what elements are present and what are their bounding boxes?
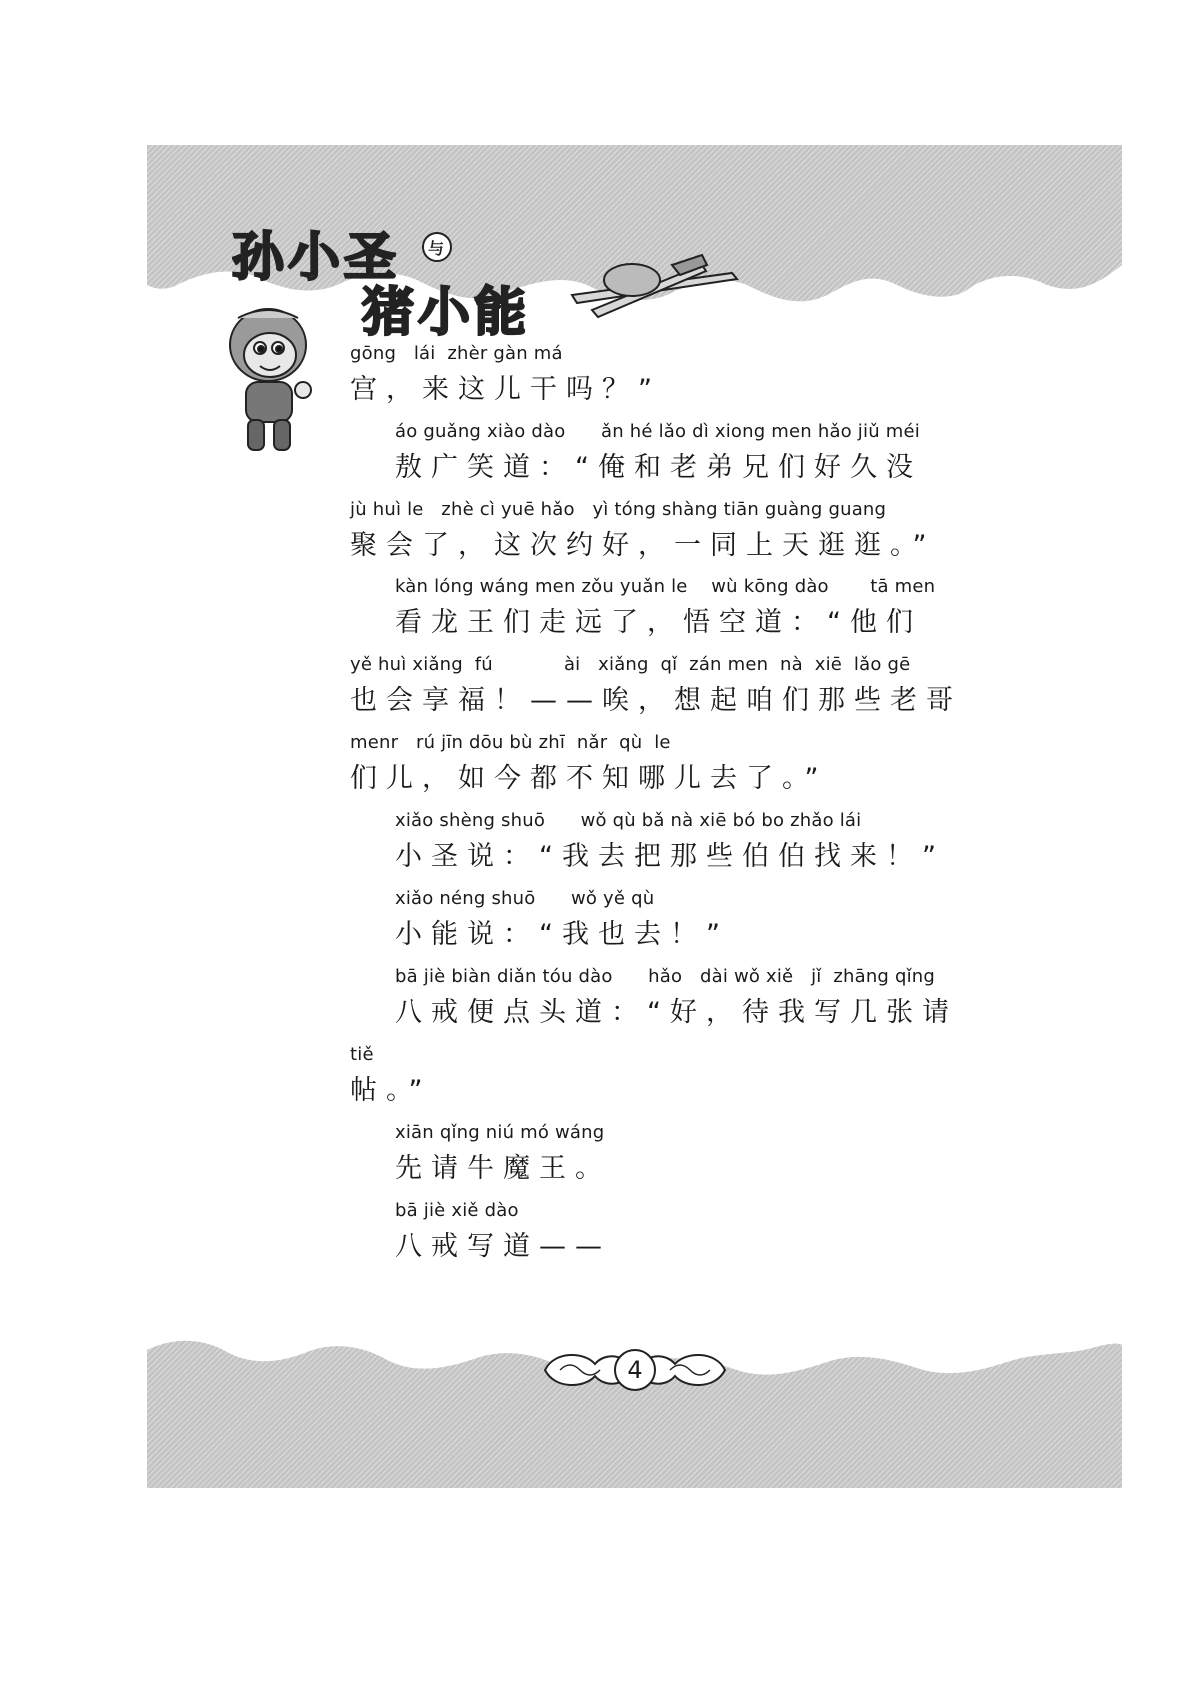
chinese-text: 帖。” — [350, 1075, 432, 1106]
monkey-icon — [218, 300, 328, 460]
chinese-text: 小圣说：“我去把那些伯伯找来！” — [395, 841, 945, 872]
pinyin-annotation: xiǎo néng shuō wǒ yě qù — [395, 888, 655, 909]
page-number: 4 — [627, 1356, 643, 1384]
chinese-text: 八戒写道—— — [395, 1231, 611, 1262]
chinese-text: 聚会了，这次约好，一同上天逛逛。” — [350, 530, 936, 561]
svg-text:与: 与 — [428, 239, 445, 258]
pinyin-annotation: tiě — [350, 1044, 374, 1065]
pinyin-annotation: áo guǎng xiào dào ǎn hé lǎo dì xiong men hǎo jiǔ méi — [395, 421, 920, 442]
pinyin-annotation: xiān qǐng niú mó wáng — [395, 1122, 605, 1143]
pinyin-annotation: bā jiè biàn diǎn tóu dào hǎo dài wǒ xiě jǐ zhāng qǐng — [395, 966, 936, 987]
pinyin-annotation: xiǎo shèng shuō wǒ qù bǎ nà xiē bó bo zhǎo lái — [395, 810, 862, 831]
chinese-text: 八戒便点头道：“好，待我写几张请 — [395, 997, 958, 1028]
pinyin-annotation: gōng lái zhèr gàn má — [350, 343, 563, 364]
monkey-mascot-illustration — [218, 300, 328, 460]
pinyin-annotation: kàn lóng wáng men zǒu yuǎn le wù kōng dào tā men — [395, 576, 936, 597]
pinyin-annotation: bā jiè xiě dào — [395, 1200, 519, 1221]
chinese-text: 们儿，如今都不知哪儿去了。” — [350, 763, 828, 794]
weapons-decoration — [572, 255, 737, 317]
chinese-text: 也会享福！——唉，想起咱们那些老哥 — [350, 685, 962, 716]
svg-text:孙小圣: 孙小圣 — [232, 228, 401, 288]
pinyin-annotation: yě huì xiǎng fú ài xiǎng qǐ zán men nà xiē lǎo gē — [350, 654, 911, 675]
chinese-text: 小能说：“我也去！” — [395, 919, 729, 950]
pinyin-annotation: menr rú jīn dōu bù zhī nǎr qù le — [350, 732, 671, 753]
chinese-text: 宫，来这儿干吗？” — [350, 374, 661, 405]
pinyin-annotation: jù huì le zhè cì yuē hǎo yì tóng shàng tiān guàng guang — [350, 499, 887, 520]
svg-text:猪小能: 猪小能 — [362, 283, 531, 343]
chinese-text: 先请牛魔王。 — [395, 1153, 611, 1184]
chinese-text: 看龙王们走远了，悟空道：“他们 — [395, 607, 922, 638]
chinese-text: 敖广笑道：“俺和老弟兄们好久没 — [395, 452, 922, 483]
